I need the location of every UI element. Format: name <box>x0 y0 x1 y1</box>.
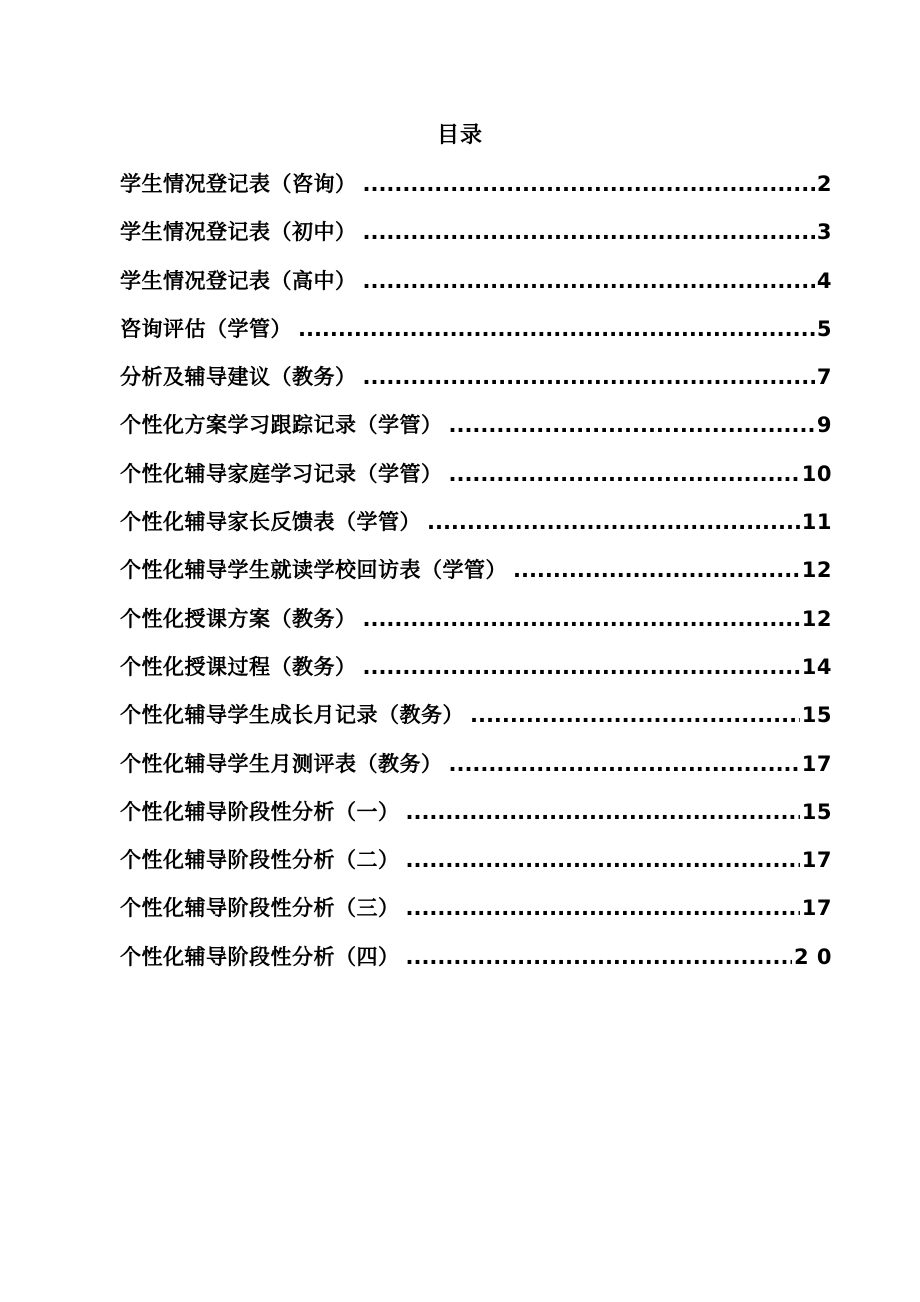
toc-entry[interactable] <box>120 886 832 934</box>
toc-entry-title: 个性化辅导学生就读学校回访表（学管） <box>120 558 507 583</box>
toc-page-number: 15 <box>801 703 832 728</box>
toc-entry[interactable] <box>120 935 832 983</box>
toc-page-number: 9 <box>816 413 832 438</box>
toc-entry-title: 个性化辅导家长反馈表（学管） <box>120 510 421 535</box>
toc-page-number: 2 <box>816 172 832 196</box>
toc-entry-title: 个性化辅导阶段性分析（三） <box>120 896 400 921</box>
toc-dot-leader <box>427 500 800 544</box>
toc-page-number: 12 <box>801 558 832 583</box>
toc-dot-leader <box>363 597 800 641</box>
toc-entry[interactable] <box>120 790 832 838</box>
toc-page-number: 15 <box>801 799 832 824</box>
toc-dot-leader <box>513 548 800 592</box>
toc-page-number: 17 <box>801 896 832 921</box>
toc-page-number: 7 <box>816 365 832 390</box>
toc-entry[interactable] <box>120 210 832 258</box>
toc-entry-title: 个性化辅导家庭学习记录（学管） <box>120 461 443 486</box>
toc-entry[interactable] <box>120 597 832 645</box>
toc-dot-leader <box>470 693 800 737</box>
toc-entry-title: 分析及辅导建议（教务） <box>120 365 357 390</box>
toc-heading: 目录 <box>436 123 483 148</box>
toc-entry[interactable] <box>120 548 832 596</box>
toc-entry-title: 学生情况登记表（高中） <box>120 268 357 293</box>
toc-entry-title: 咨询评估（学管） <box>120 316 292 341</box>
toc-page-number: 12 <box>801 606 832 631</box>
toc-dot-leader <box>406 886 800 930</box>
toc-entry[interactable] <box>120 742 832 790</box>
toc-entry-title: 学生情况登记表（初中） <box>120 220 357 245</box>
toc-dot-leader <box>363 210 815 254</box>
toc-page-number: 10 <box>801 461 832 486</box>
toc-entry[interactable] <box>120 307 832 355</box>
toc-dot-leader <box>406 790 800 834</box>
toc-page-number: 14 <box>801 654 832 679</box>
toc-entry-title: 个性化授课过程（教务） <box>120 654 357 679</box>
toc-entry-title: 个性化方案学习跟踪记录（学管） <box>120 413 443 438</box>
toc-entry[interactable] <box>120 838 832 886</box>
toc-dot-leader <box>363 355 815 399</box>
toc-entry-title: 个性化辅导阶段性分析（二） <box>120 848 400 873</box>
toc-dot-leader <box>449 742 800 786</box>
toc-dot-leader <box>363 162 815 206</box>
toc-entry[interactable] <box>120 162 832 210</box>
table-of-contents <box>120 162 832 983</box>
toc-page-number: 17 <box>801 848 832 873</box>
toc-page-number: 17 <box>801 751 832 776</box>
toc-dot-leader <box>406 838 800 882</box>
toc-entry[interactable] <box>120 403 832 451</box>
toc-dot-leader <box>406 935 792 979</box>
toc-entry[interactable] <box>120 500 832 548</box>
toc-entry[interactable] <box>120 452 832 500</box>
toc-entry-title: 个性化辅导学生月测评表（教务） <box>120 751 443 776</box>
toc-page-number: 11 <box>801 510 832 535</box>
toc-entry[interactable] <box>120 693 832 741</box>
toc-dot-leader <box>363 645 800 689</box>
toc-entry[interactable] <box>120 645 832 693</box>
toc-page-number: 5 <box>816 316 832 341</box>
toc-page-number: 3 <box>816 220 832 245</box>
toc-entry-title: 学生情况登记表（咨询） <box>120 172 357 196</box>
toc-dot-leader <box>449 403 815 447</box>
toc-page-number: 4 <box>816 268 832 293</box>
toc-dot-leader <box>449 452 800 496</box>
toc-entry-title: 个性化辅导阶段性分析（一） <box>120 799 400 824</box>
toc-dot-leader <box>298 307 815 351</box>
toc-entry-title: 个性化辅导阶段性分析（四） <box>120 944 400 969</box>
toc-dot-leader <box>363 259 815 303</box>
toc-page-number: 2 0 <box>793 944 832 969</box>
toc-entry-title: 个性化辅导学生成长月记录（教务） <box>120 703 464 728</box>
toc-entry[interactable] <box>120 355 832 403</box>
toc-entry-title: 个性化授课方案（教务） <box>120 606 357 631</box>
toc-entry[interactable] <box>120 259 832 307</box>
